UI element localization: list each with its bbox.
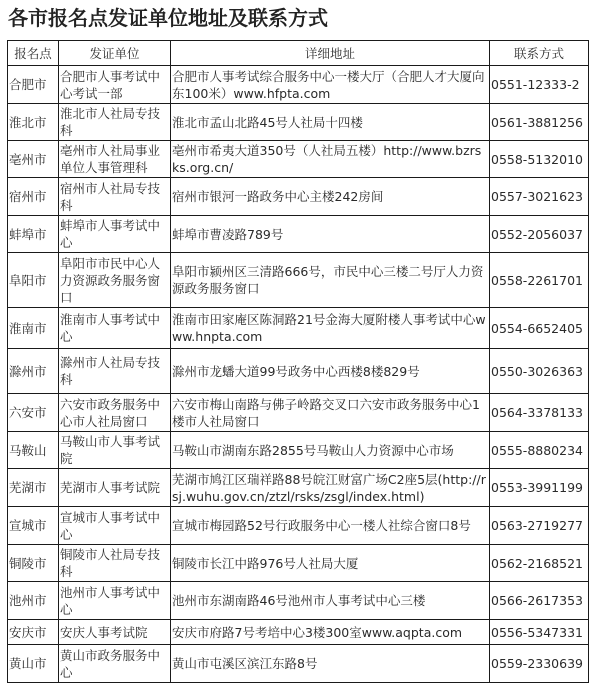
cell-issuing-unit: 阜阳市市民中心人力资源政务服务窗口 bbox=[59, 253, 171, 308]
cell-issuing-unit: 池州市人事考试中心 bbox=[59, 582, 171, 620]
header-address: 详细地址 bbox=[171, 41, 490, 66]
cell-phone: 0563-2719277 bbox=[490, 507, 589, 545]
page-title: 各市报名点发证单位地址及联系方式 bbox=[8, 6, 328, 30]
cell-address: 安庆市府路7号考培中心3楼300室www.aqpta.com bbox=[171, 620, 490, 645]
table-row bbox=[8, 545, 589, 582]
table-row bbox=[8, 394, 589, 432]
cell-issuing-unit: 铜陵市人社局专技科 bbox=[59, 545, 171, 582]
cell-phone: 0561-3881256 bbox=[490, 104, 589, 141]
cell-phone: 0551-12333-2 bbox=[490, 66, 589, 104]
cell-issuing-unit: 亳州市人社局事业单位人事管理科 bbox=[59, 141, 171, 178]
cell-issuing-unit: 淮南市人事考试中心 bbox=[59, 308, 171, 349]
header-issuing-unit: 发证单位 bbox=[59, 41, 171, 66]
table-row bbox=[8, 253, 589, 308]
cell-address: 阜阳市颍州区三清路666号，市民中心三楼二号厅人力资源政务服务窗口 bbox=[171, 253, 490, 308]
table-row bbox=[8, 620, 589, 645]
cell-city: 蚌埠市 bbox=[8, 216, 59, 253]
cell-issuing-unit: 马鞍山市人事考试院 bbox=[59, 432, 171, 469]
cell-city: 安庆市 bbox=[8, 620, 59, 645]
cell-address: 宣城市梅园路52号行政服务中心一楼人社综合窗口8号 bbox=[171, 507, 490, 545]
table-row bbox=[8, 582, 589, 620]
cell-address: 宿州市银河一路政务中心主楼242房间 bbox=[171, 178, 490, 216]
cell-city: 宿州市 bbox=[8, 178, 59, 216]
cell-city: 淮南市 bbox=[8, 308, 59, 349]
cell-phone: 0555-8880234 bbox=[490, 432, 589, 469]
cell-city: 铜陵市 bbox=[8, 545, 59, 582]
table-row bbox=[8, 645, 589, 683]
cell-address: 亳州市希夷大道350号（人社局五楼）http://www.bzrsks.org.cn/ bbox=[171, 141, 490, 178]
cell-issuing-unit: 宿州市人社局专技科 bbox=[59, 178, 171, 216]
header-phone: 联系方式 bbox=[490, 41, 589, 66]
table-row bbox=[8, 469, 589, 507]
cell-city: 阜阳市 bbox=[8, 253, 59, 308]
cell-address: 合肥市人事考试综合服务中心一楼大厅（合肥人才大厦向东100米）www.hfpta.com bbox=[171, 66, 490, 104]
header-city: 报名点 bbox=[8, 41, 59, 66]
cell-city: 马鞍山 bbox=[8, 432, 59, 469]
cell-city: 合肥市 bbox=[8, 66, 59, 104]
cell-phone: 0552-2056037 bbox=[490, 216, 589, 253]
table-row bbox=[8, 349, 589, 394]
cell-city: 黄山市 bbox=[8, 645, 59, 683]
cell-city: 淮北市 bbox=[8, 104, 59, 141]
cell-phone: 0558-5132010 bbox=[490, 141, 589, 178]
table-row bbox=[8, 141, 589, 178]
cell-address: 芜湖市鸠江区瑞祥路88号皖江财富广场C2座5层(http://rsj.wuhu.gov.cn/ztzl/rsks/zsgl/index.html) bbox=[171, 469, 490, 507]
cell-issuing-unit: 滁州市人社局专技科 bbox=[59, 349, 171, 394]
cell-phone: 0566-2617353 bbox=[490, 582, 589, 620]
cell-issuing-unit: 安庆人事考试院 bbox=[59, 620, 171, 645]
table-row bbox=[8, 308, 589, 349]
cell-address: 滁州市龙蟠大道99号政务中心西楼8楼829号 bbox=[171, 349, 490, 394]
registration-points-table bbox=[7, 40, 589, 683]
cell-address: 蚌埠市曹凌路789号 bbox=[171, 216, 490, 253]
table-row bbox=[8, 104, 589, 141]
cell-city: 六安市 bbox=[8, 394, 59, 432]
cell-phone: 0564-3378133 bbox=[490, 394, 589, 432]
cell-city: 滁州市 bbox=[8, 349, 59, 394]
cell-phone: 0562-2168521 bbox=[490, 545, 589, 582]
cell-address: 淮北市孟山北路45号人社局十四楼 bbox=[171, 104, 490, 141]
cell-issuing-unit: 淮北市人社局专技科 bbox=[59, 104, 171, 141]
table-row bbox=[8, 432, 589, 469]
table-body bbox=[8, 66, 589, 683]
table-row bbox=[8, 507, 589, 545]
cell-city: 芜湖市 bbox=[8, 469, 59, 507]
cell-issuing-unit: 蚌埠市人事考试中心 bbox=[59, 216, 171, 253]
cell-issuing-unit: 芜湖市人事考试院 bbox=[59, 469, 171, 507]
cell-city: 池州市 bbox=[8, 582, 59, 620]
cell-address: 淮南市田家庵区陈洞路21号金海大厦附楼人事考试中心www.hnpta.com bbox=[171, 308, 490, 349]
cell-phone: 0556-5347331 bbox=[490, 620, 589, 645]
table-row bbox=[8, 66, 589, 104]
table-header-row bbox=[8, 41, 589, 66]
cell-phone: 0559-2330639 bbox=[490, 645, 589, 683]
cell-phone: 0553-3991199 bbox=[490, 469, 589, 507]
cell-issuing-unit: 宣城市人事考试中心 bbox=[59, 507, 171, 545]
cell-address: 黄山市屯溪区滨江东路8号 bbox=[171, 645, 490, 683]
table-row bbox=[8, 216, 589, 253]
cell-phone: 0557-3021623 bbox=[490, 178, 589, 216]
cell-address: 铜陵市长江中路976号人社局大厦 bbox=[171, 545, 490, 582]
cell-phone: 0558-2261701 bbox=[490, 253, 589, 308]
cell-phone: 0554-6652405 bbox=[490, 308, 589, 349]
cell-address: 池州市东湖南路46号池州市人事考试中心三楼 bbox=[171, 582, 490, 620]
cell-city: 亳州市 bbox=[8, 141, 59, 178]
cell-phone: 0550-3026363 bbox=[490, 349, 589, 394]
cell-address: 六安市梅山南路与佛子岭路交叉口六安市政务服务中心1楼市人社局窗口 bbox=[171, 394, 490, 432]
cell-city: 宣城市 bbox=[8, 507, 59, 545]
table-row bbox=[8, 178, 589, 216]
cell-issuing-unit: 六安市政务服务中心市人社局窗口 bbox=[59, 394, 171, 432]
cell-issuing-unit: 黄山市政务服务中心 bbox=[59, 645, 171, 683]
cell-address: 马鞍山市湖南东路2855号马鞍山人力资源中心市场 bbox=[171, 432, 490, 469]
cell-issuing-unit: 合肥市人事考试中心考试一部 bbox=[59, 66, 171, 104]
